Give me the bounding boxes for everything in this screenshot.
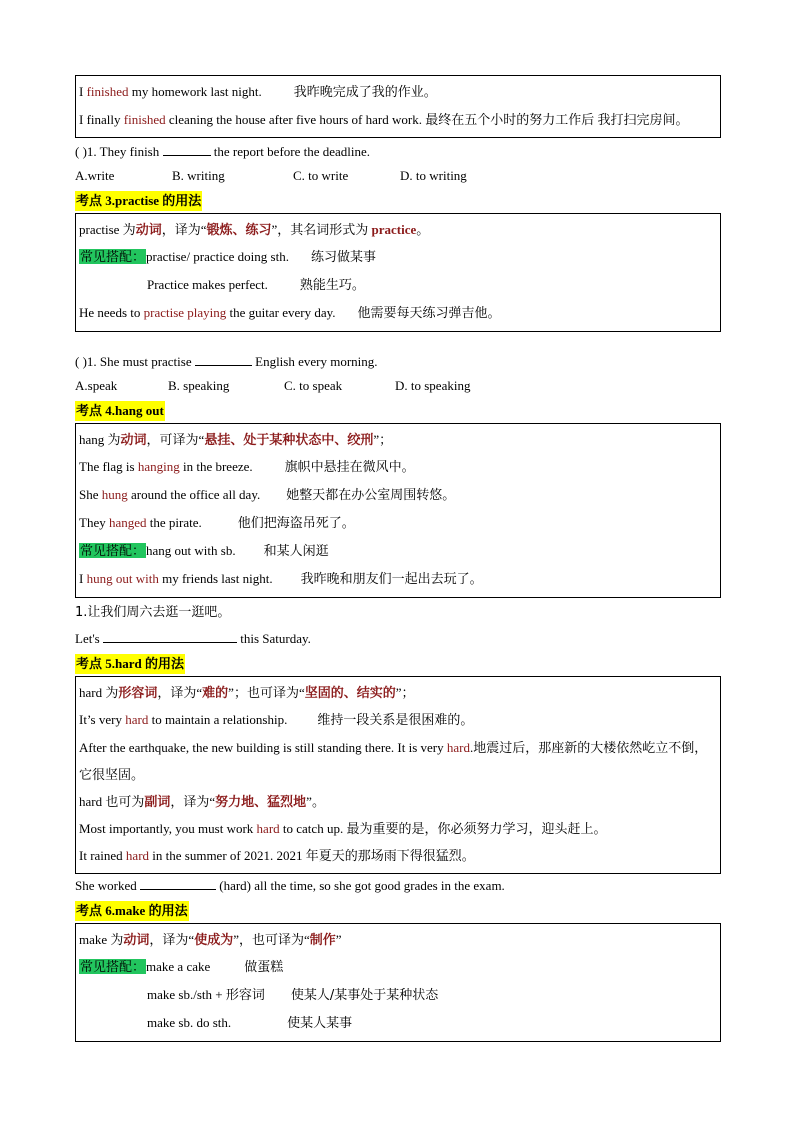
text: He needs to bbox=[79, 305, 144, 320]
text: my friends last night. bbox=[158, 571, 273, 586]
text: They bbox=[79, 515, 109, 530]
text: to catch up. 最为重要的是，你必须努力学习，迎头赶上。 bbox=[279, 821, 607, 836]
keyword: 难的 bbox=[202, 685, 229, 700]
example-sentence bbox=[79, 842, 717, 869]
text: ，译为“ bbox=[170, 794, 216, 809]
text: It rained bbox=[79, 848, 126, 863]
keyword: 形容词 bbox=[118, 685, 158, 700]
highlight-word: hung out with bbox=[86, 571, 159, 586]
answer-blank[interactable] bbox=[163, 143, 211, 156]
option-b[interactable]: B. speaking bbox=[168, 378, 230, 393]
option-d[interactable]: D. to writing bbox=[400, 168, 467, 183]
example-sentence bbox=[79, 565, 717, 593]
option-c[interactable]: C. to write bbox=[293, 168, 349, 183]
collocation-tag: 常见搭配： bbox=[80, 959, 146, 974]
example-sentence bbox=[79, 481, 717, 509]
keyword: 动词 bbox=[135, 222, 162, 237]
definition bbox=[79, 679, 717, 706]
text: in the breeze. bbox=[179, 459, 253, 474]
text: 。 bbox=[416, 222, 430, 237]
text: It’s very bbox=[79, 712, 126, 727]
hang-usage-box bbox=[75, 423, 721, 598]
text: hard 为 bbox=[79, 685, 119, 700]
keyword: practice bbox=[371, 222, 417, 237]
text: the pirate. bbox=[146, 515, 202, 530]
section-heading: 考点 5.hard 的用法 bbox=[75, 654, 185, 674]
example-sentence bbox=[79, 509, 717, 537]
highlight-word: hard bbox=[125, 848, 150, 863]
text: Most importantly, you must work bbox=[79, 821, 257, 836]
collocation bbox=[79, 981, 717, 1009]
option-b[interactable]: B. writing bbox=[172, 168, 225, 183]
exercise-prompt: 1.让我们周六去逛一逛吧。 bbox=[75, 605, 231, 620]
highlight-word: hung bbox=[101, 487, 128, 502]
choice-question bbox=[75, 350, 721, 374]
example-sentence bbox=[79, 706, 717, 734]
text: The flag is bbox=[79, 459, 138, 474]
keyword: 制作 bbox=[309, 932, 336, 947]
option-a[interactable]: A.write bbox=[75, 168, 115, 183]
highlight-word: hard bbox=[446, 740, 470, 755]
text: ” bbox=[335, 932, 342, 947]
text: my homework last night. bbox=[128, 84, 262, 99]
translation: 我昨晚和朋友们一起出去玩了。 bbox=[300, 572, 483, 587]
text: ”，其名词形式为 bbox=[271, 222, 372, 237]
section-heading: 考点 3.practise 的用法 bbox=[75, 191, 202, 211]
translation: 她整天都在办公室周围转悠。 bbox=[286, 488, 456, 503]
question-text: Let's bbox=[75, 631, 103, 646]
text: cleaning the house after five hours of hard work. 最终在五个小时的努力工作后 我打扫完房间。 bbox=[165, 112, 689, 127]
translation: 熟能生巧。 bbox=[299, 278, 365, 293]
text: ，译为“ bbox=[149, 932, 195, 947]
keyword: 锻炼、练习 bbox=[206, 222, 272, 237]
text: I bbox=[79, 571, 87, 586]
option-a[interactable]: A.speak bbox=[75, 378, 118, 393]
text: .地震过后，那座新的大楼依然屹立不倒，它很坚固。 bbox=[79, 740, 708, 782]
keyword: 使成为 bbox=[194, 932, 234, 947]
text: ”，也可译为“ bbox=[233, 932, 310, 947]
question-text: She worked bbox=[75, 878, 140, 893]
question-text: (hard) all the time, so she got good grades in the exam. bbox=[216, 878, 505, 893]
highlight-word: hard bbox=[125, 712, 149, 727]
example-sentence bbox=[79, 815, 717, 842]
example-sentence bbox=[79, 453, 717, 481]
section-heading: 考点 6.make 的用法 bbox=[75, 901, 189, 921]
text: I bbox=[79, 84, 87, 99]
worksheet-page bbox=[75, 75, 721, 1042]
collocation bbox=[79, 953, 717, 981]
translation: 使某人某事 bbox=[287, 1016, 353, 1031]
text: in the summer of 2021. 2021 年夏天的那场雨下得很猛烈。 bbox=[149, 848, 475, 863]
text: around the office all day. bbox=[127, 487, 261, 502]
collocation-tag: 常见搭配： bbox=[80, 543, 146, 558]
collocation bbox=[79, 537, 717, 565]
answer-blank[interactable] bbox=[103, 630, 237, 643]
collocation-tag: 常见搭配： bbox=[80, 249, 146, 264]
highlight-word: hanged bbox=[108, 515, 147, 530]
text: practise/ practice doing sth. bbox=[146, 249, 289, 264]
translation: 他需要每天练习弹吉他。 bbox=[357, 306, 501, 321]
text: hard 也可为 bbox=[79, 794, 145, 809]
collocation bbox=[79, 1009, 717, 1037]
choice-question bbox=[75, 140, 721, 164]
definition bbox=[79, 216, 717, 243]
text: ”； bbox=[395, 685, 415, 700]
options-row bbox=[75, 164, 721, 188]
translation: 旗帜中悬挂在微风中。 bbox=[284, 460, 415, 475]
example-sentence bbox=[79, 299, 717, 327]
keyword: 坚固的、结实的 bbox=[304, 685, 396, 700]
keyword: 副词 bbox=[144, 794, 171, 809]
text: to maintain a relationship. bbox=[148, 712, 288, 727]
answer-blank[interactable] bbox=[140, 877, 216, 890]
text: hang 为 bbox=[79, 432, 121, 447]
question-text: this Saturday. bbox=[236, 631, 311, 646]
text: Practice makes perfect. bbox=[147, 277, 268, 292]
translation: 他们把海盗吊死了。 bbox=[237, 516, 355, 531]
keyword: 动词 bbox=[123, 932, 150, 947]
question-text: English every morning. bbox=[251, 354, 378, 369]
option-d[interactable]: D. to speaking bbox=[395, 378, 471, 393]
section-heading: 考点 4.hang out bbox=[75, 401, 165, 421]
highlight-word: finished bbox=[123, 112, 166, 127]
highlight-word: practise playing bbox=[143, 305, 227, 320]
fill-in-exercise bbox=[75, 874, 721, 898]
question-text: the report before the deadline. bbox=[210, 144, 371, 159]
translation-exercise bbox=[75, 600, 721, 625]
definition bbox=[79, 426, 717, 453]
highlight-word: hanging bbox=[137, 459, 180, 474]
text: ，译为“ bbox=[157, 685, 203, 700]
practise-usage-box bbox=[75, 213, 721, 332]
translation: 维持一段关系是很困难的。 bbox=[317, 713, 474, 728]
text: ”。 bbox=[306, 794, 325, 809]
option-c[interactable]: C. to speak bbox=[284, 378, 343, 393]
collocation bbox=[79, 271, 717, 299]
text: After the earthquake, the new building is still standing there. It is very bbox=[79, 740, 447, 755]
text: make sb. do sth. bbox=[147, 1015, 232, 1030]
text: make sb./sth + 形容词 bbox=[147, 987, 265, 1002]
translation: 练习做某事 bbox=[310, 250, 376, 265]
text: the guitar every day. bbox=[226, 305, 336, 320]
text: make 为 bbox=[79, 932, 124, 947]
question-text: ( )1. They finish bbox=[75, 144, 163, 159]
text: ”； bbox=[373, 432, 393, 447]
example-sentence bbox=[79, 734, 717, 788]
keyword: 动词 bbox=[120, 432, 147, 447]
translation: 做蛋糕 bbox=[244, 960, 284, 975]
definition bbox=[79, 788, 717, 815]
text: hang out with sb. bbox=[146, 543, 236, 558]
highlight-word: hard bbox=[256, 821, 280, 836]
text: I finally bbox=[79, 112, 124, 127]
text: ，译为“ bbox=[161, 222, 207, 237]
finish-usage-box bbox=[75, 75, 721, 138]
text: make a cake bbox=[146, 959, 211, 974]
make-usage-box bbox=[75, 923, 721, 1042]
translation: 使某人/某事处于某种状态 bbox=[290, 988, 439, 1003]
highlight-word: finished bbox=[86, 84, 129, 99]
definition bbox=[79, 926, 717, 953]
question-text: ( )1. She must practise bbox=[75, 354, 195, 369]
translation-exercise bbox=[75, 627, 721, 651]
example-sentence bbox=[79, 106, 717, 133]
answer-blank[interactable] bbox=[195, 353, 252, 366]
text: She bbox=[79, 487, 102, 502]
collocation bbox=[79, 243, 717, 271]
text: ，可译为“ bbox=[146, 432, 205, 447]
options-row bbox=[75, 374, 721, 398]
translation: 我昨晚完成了我的作业。 bbox=[293, 85, 437, 100]
text: ”；也可译为“ bbox=[228, 685, 305, 700]
hard-usage-box bbox=[75, 676, 721, 874]
keyword: 悬挂、处于某种状态中、绞刑 bbox=[204, 432, 374, 447]
example-sentence bbox=[79, 78, 717, 106]
keyword: 努力地、猛烈地 bbox=[215, 794, 307, 809]
translation: 和某人闲逛 bbox=[263, 544, 329, 559]
text: practise 为 bbox=[79, 222, 136, 237]
